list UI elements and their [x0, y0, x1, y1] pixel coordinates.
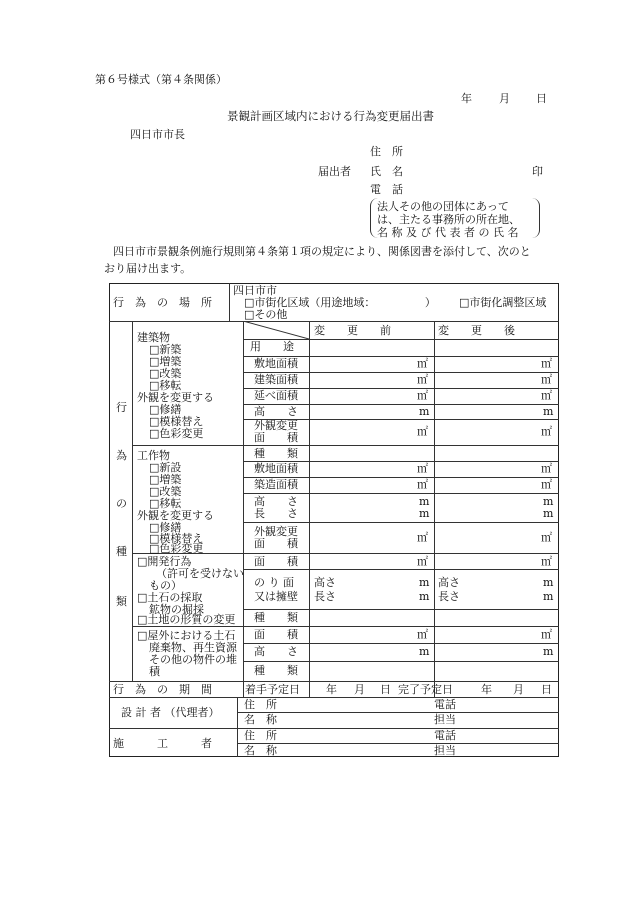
date-day: 日: [536, 92, 547, 105]
unit: ㎡: [417, 357, 428, 370]
unit: m: [419, 576, 430, 589]
structure-opt-remodel: □模様替え: [149, 532, 204, 545]
row-exterior-area: 面 積: [254, 537, 298, 550]
structure-opt-new: □新設: [149, 461, 182, 474]
row-building-area: 建築面積: [254, 373, 298, 386]
applicant-label: 届出者: [318, 165, 351, 178]
row-site-area: 敷地面積: [254, 357, 298, 370]
unit: m: [419, 507, 430, 520]
row-exterior-change: 外観変更: [254, 525, 298, 538]
dev-opt-development: □開発行為: [137, 555, 192, 568]
unit: m: [543, 645, 554, 658]
building-opt-extend: □増築: [149, 355, 182, 368]
designer-label: 設 計 者 （代理者）: [121, 706, 220, 719]
before-header: 変 更 前: [314, 324, 391, 337]
unit: m: [419, 495, 430, 508]
structure-title: 工作物: [137, 449, 170, 462]
document-title: 景観計画区域内における行為変更届出書: [227, 109, 434, 123]
unit: ㎡: [541, 628, 552, 641]
structure-opt-extend: □増築: [149, 473, 182, 486]
structure-opt-exterior: 外観を変更する: [137, 509, 214, 522]
storage-opt-4: 積: [149, 665, 160, 678]
date-year: 年: [461, 92, 472, 105]
start-date-label: 着手予定日: [245, 683, 300, 696]
unit: ㎡: [541, 462, 552, 475]
storage-opt-2: 廃棄物、再生資源: [149, 641, 237, 654]
unit: m: [543, 507, 554, 520]
builder-name: 名 称: [244, 744, 277, 757]
row-exterior-area: 面 積: [254, 431, 298, 444]
before-length: 長さ: [314, 590, 336, 603]
row-wall: 又は擁壁: [254, 590, 298, 603]
finish-year: 年: [481, 683, 492, 696]
row-area: 面 積: [254, 628, 298, 641]
kind-label-5: 類: [116, 595, 127, 608]
unit: ㎡: [541, 389, 552, 402]
unit: m: [543, 495, 554, 508]
dev-opt-note: （許可を受けない: [156, 567, 244, 580]
unit: m: [419, 590, 430, 603]
building-opt-exterior: 外観を変更する: [137, 391, 214, 404]
dev-opt-soil: □土石の採取: [137, 591, 203, 604]
dev-opt-land-change: □土地の形質の変更: [137, 613, 236, 626]
unit: ㎡: [417, 425, 428, 438]
storage-opt-3: その他の物件の堆: [149, 653, 237, 666]
unit: ㎡: [417, 478, 428, 491]
after-height: 高さ: [438, 576, 460, 589]
date-month: 月: [499, 92, 510, 105]
builder-address: 住 所: [244, 729, 277, 742]
building-title: 建築物: [137, 331, 170, 344]
dev-opt-note2: もの）: [149, 579, 182, 592]
unit: ㎡: [417, 389, 428, 402]
designer-contact: 担当: [434, 713, 456, 726]
designer-name: 名 称: [244, 713, 277, 726]
structure-opt-rebuild: □改築: [149, 485, 182, 498]
row-height: 高 さ: [254, 645, 298, 658]
structure-opt-repair: □修繕: [149, 521, 182, 534]
row-kind: 種 類: [254, 611, 298, 624]
row-area: 面 積: [254, 555, 298, 568]
row-kind: 種 類: [254, 664, 298, 677]
builder-contact: 担当: [434, 744, 456, 757]
building-opt-color: □色彩変更: [149, 427, 204, 440]
applicant-phone-label: 電 話: [370, 183, 403, 196]
unit: ㎡: [417, 628, 428, 641]
unit: ㎡: [417, 555, 428, 568]
unit: ㎡: [417, 462, 428, 475]
before-height: 高さ: [314, 576, 336, 589]
row-height: 高 さ: [254, 495, 298, 508]
building-opt-rebuild: □改築: [149, 367, 182, 380]
place-option-adjustment: □市街化調整区域: [459, 296, 547, 309]
diagonal-header-cell: [243, 321, 309, 339]
unit: m: [543, 590, 554, 603]
unit: m: [543, 576, 554, 589]
unit: ㎡: [417, 531, 428, 544]
builder-phone: 電話: [434, 729, 456, 742]
start-day: 日: [380, 683, 391, 696]
builder-label: 施 工 者: [113, 737, 212, 750]
finish-month: 月: [513, 683, 524, 696]
building-opt-remodel: □模様替え: [149, 415, 204, 428]
row-construct-area: 築造面積: [254, 478, 298, 491]
body-text-line-1: 四日市市景観条例施行規則第４条第１項の規定により、関係図書を添付して、次のと: [113, 245, 531, 258]
unit: ㎡: [541, 373, 552, 386]
building-opt-move: □移転: [149, 379, 182, 392]
applicant-name-label: 氏 名: [370, 165, 403, 178]
structure-opt-move: □移転: [149, 497, 182, 510]
corporate-note: 法人その他の団体にあって は、主たる事務所の所在地、 名 称 及 び 代 表 者 の 氏 名: [370, 198, 540, 238]
kind-label-4: 種: [116, 545, 127, 558]
kind-label-2: 為: [116, 449, 127, 462]
unit: ㎡: [541, 357, 552, 370]
unit: m: [543, 405, 554, 418]
row-length: 長 さ: [254, 507, 298, 520]
designer-phone: 電話: [434, 698, 456, 711]
addressee: 四日市市長: [130, 128, 185, 141]
unit: ㎡: [417, 373, 428, 386]
storage-opt: □屋外における土石: [137, 629, 236, 642]
finish-date-label: 完了予定日: [398, 683, 453, 696]
row-use: 用 途: [250, 340, 294, 353]
seal-mark: 印: [532, 165, 543, 178]
start-year: 年: [326, 683, 337, 696]
building-opt-new: □新築: [149, 343, 182, 356]
kind-label-3: の: [116, 497, 127, 510]
row-kind: 種 類: [254, 447, 298, 460]
unit: m: [419, 645, 430, 658]
place-city: 四日市市: [233, 284, 277, 297]
dev-opt-mining: 鉱物の掘採: [149, 603, 204, 616]
kind-label-1: 行: [116, 401, 127, 414]
unit: ㎡: [541, 555, 552, 568]
row-exterior-change: 外観変更: [254, 419, 298, 432]
unit: ㎡: [541, 531, 552, 544]
row-height: 高 さ: [254, 405, 298, 418]
unit: ㎡: [541, 478, 552, 491]
structure-opt-color: □色彩変更: [149, 542, 204, 555]
after-header: 変 更 後: [438, 324, 515, 337]
row-slope: の り 面: [254, 576, 294, 589]
finish-day: 日: [541, 683, 552, 696]
place-option-other: □その他: [244, 308, 288, 321]
start-month: 月: [354, 683, 365, 696]
place-label: 行 為 の 場 所: [113, 296, 212, 309]
after-length: 長さ: [438, 590, 460, 603]
place-option-urbanization: □市街化区域（用途地域： ）: [244, 296, 436, 309]
body-text-line-2: おり届け出ます。: [104, 262, 192, 275]
form-number: 第６号様式（第４条関係）: [95, 73, 227, 86]
period-label: 行 為 の 期 間: [113, 683, 212, 696]
unit: ㎡: [541, 425, 552, 438]
applicant-address-label: 住 所: [370, 145, 403, 158]
row-site-area: 敷地面積: [254, 462, 298, 475]
building-opt-repair: □修繕: [149, 403, 182, 416]
designer-address: 住 所: [244, 698, 277, 711]
row-floor-area: 延べ面積: [254, 389, 298, 402]
unit: m: [419, 405, 430, 418]
